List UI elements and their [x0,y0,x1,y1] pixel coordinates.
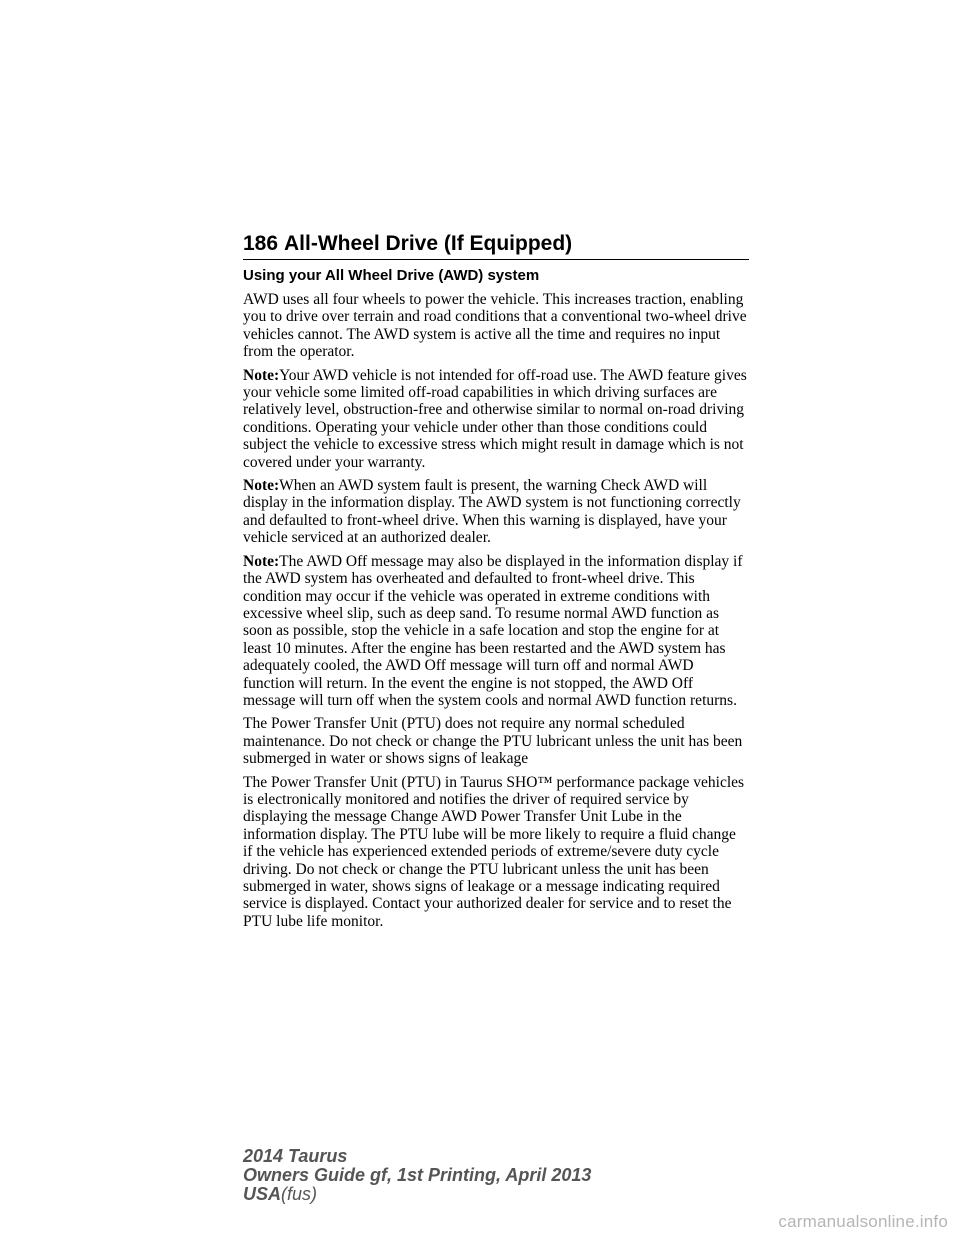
ptu-maintenance-paragraph [243,715,749,767]
note-text: The AWD Off message may also be displayed in the information display if the AWD system has overheated and defaulted to front-wheel drive. This condition may occur if the vehicle was operated in extreme conditions with excessive wheel slip, such as deep sand. To resume normal AWD function as soon as possible, stop the vehicle in a safe location and stop the engine for at least 10 minutes. After the engine has been restarted and the AWD system has adequately cooled, the AWD Off message will turn off and normal AWD function will return. In the event the engine is not stopped, the AWD Off message will turn off when the system cools and normal AWD function returns. [243,552,743,709]
note-paragraph [243,553,749,710]
page-content [243,267,749,936]
subheading: Using your All Wheel Drive (AWD) system [243,267,540,284]
section-title: All-Wheel Drive (If Equipped) [284,232,573,255]
ptu-monitor-paragraph [243,774,749,931]
header-divider [243,259,749,260]
ptu-monitor-text: The Power Transfer Unit (PTU) in Taurus SHO™ performance package vehicles is electronically monitored and notifies the driver of required service by displaying the message Change AWD Power Transfer Unit Lube in the information display. The PTU lube will be more likely to require a fluid change if the vehicle has experienced extended periods of extreme/severe duty cycle driving. Do not check or change the PTU lubricant unless the unit has been submerged in water, shows signs of leakage or a message indicating required service is displayed. Contact your authorized dealer for service and to reset the PTU lube life monitor. [243,773,745,930]
footer-region-suffix: (fus) [281,1184,318,1204]
page-header [243,231,749,261]
note-label: Note: [243,552,280,570]
note-label: Note: [243,477,280,495]
ptu-maintenance-text: The Power Transfer Unit (PTU) does not require any normal scheduled maintenance. Do not check or change the PTU lubricant unless the unit has been submerged in water or shows signs of leakage [243,715,743,768]
page-footer [243,1147,591,1204]
note-text: When an AWD system fault is present, the warning Check AWD will display in the information display. The AWD system is not functioning correctly and defaulted to front-wheel drive. When this warning is displayed, have your vehicle serviced at an authorized dealer. [243,477,741,547]
footer-region-main: USA [243,1184,282,1204]
note-paragraph [243,477,749,547]
intro-text: AWD uses all four wheels to power the vehicle. This increases traction, enabling you to drive over terrain and road conditions that a conventional two-wheel drive vehicles cannot. The AWD system is active all the time and requires no input from the operator. [243,291,747,361]
page-number: 186 [243,232,279,255]
footer-region [243,1185,591,1204]
footer-model: 2014 Taurus [243,1146,348,1166]
note-paragraph [243,367,749,471]
note-text: Your AWD vehicle is not intended for off-road use. The AWD feature gives your vehicle some limited off-road capabilities in which driving surfaces are relatively level, obstruction-free and otherwise similar to normal on-road driving conditions. Operating your vehicle under other than those conditions could subject the vehicle to excessive stress which might result in damage which is not covered under your warranty. [243,366,747,471]
note-label: Note: [243,366,280,384]
intro-paragraph [243,291,749,361]
watermark: carmanualsonline.info [778,1212,948,1231]
footer-printing: Owners Guide gf, 1st Printing, April 2013 [243,1165,592,1185]
